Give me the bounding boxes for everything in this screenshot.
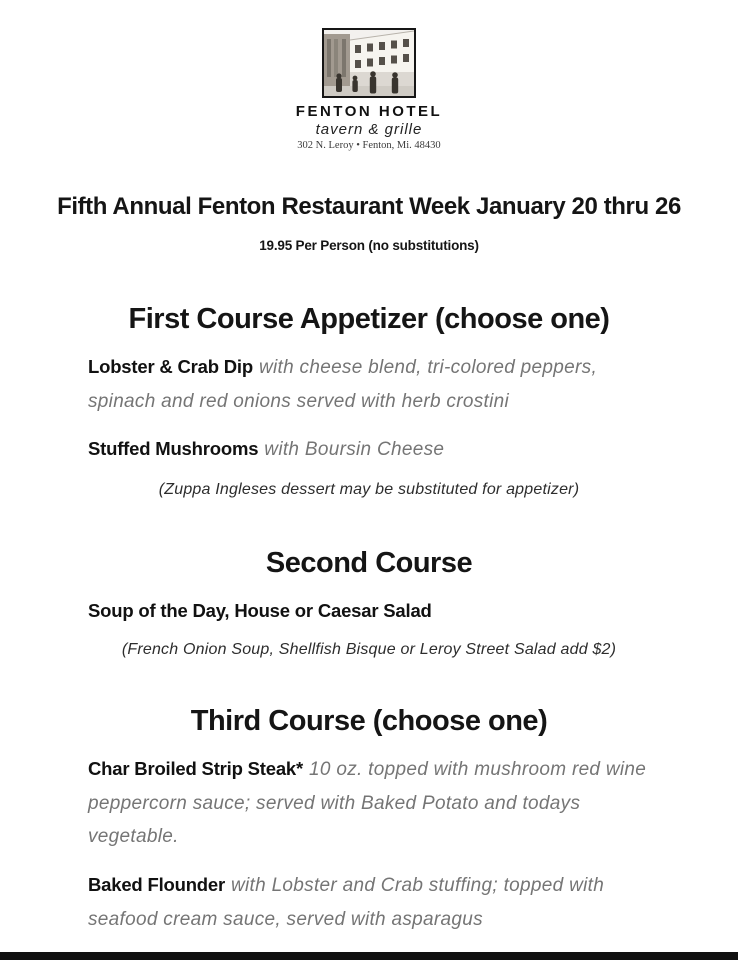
- course-section-third: [0, 705, 738, 936]
- item-description: 10 oz. topped with mushroom red wine peppercorn sauce; served with Baked Potato and todays vegetable.: [88, 758, 647, 848]
- hotel-building-photo: [322, 28, 416, 98]
- course-section-first: [0, 303, 738, 499]
- course-note: (French Onion Soup, Shellfish Bisque or Leroy Street Salad add $2): [121, 640, 617, 658]
- menu-item-soup-or-salad: [88, 595, 652, 627]
- course-heading: Second Course: [265, 547, 473, 580]
- price-note: 19.95 Per Person (no substitutions): [259, 238, 479, 253]
- hotel-logo: [0, 0, 738, 151]
- course-heading: First Course Appetizer (choose one): [128, 303, 610, 335]
- item-description: with Lobster and Crab stuffing; topped with seafood cream sauce, served with asparagus: [88, 874, 605, 930]
- bottom-black-bar: [0, 952, 738, 960]
- hotel-building-photo-art: [324, 30, 414, 96]
- item-name: Lobster & Crab Dip: [88, 356, 253, 377]
- hotel-name: FENTON HOTEL: [295, 103, 443, 120]
- menu-item-strip-steak: [88, 753, 652, 854]
- item-name: Char Broiled Strip Steak*: [88, 757, 304, 779]
- hotel-address: 302 N. Leroy • Fenton, Mi. 48430: [297, 140, 441, 151]
- item-name: Baked Flounder: [88, 873, 225, 895]
- menu-item-lobster-crab-dip: [88, 351, 652, 418]
- item-description: with Boursin Cheese: [264, 439, 445, 461]
- course-section-second: [0, 547, 738, 659]
- menu-item-baked-flounder: [88, 869, 652, 936]
- hotel-tagline: tavern & grille: [315, 121, 423, 138]
- restaurant-week-title: Fifth Annual Fenton Restaurant Week January 20 thru 26: [57, 193, 681, 220]
- course-note: (Zuppa Ingleses dessert may be substituted for appetizer): [158, 481, 580, 499]
- menu-item-stuffed-mushrooms: [88, 433, 652, 467]
- item-name: Stuffed Mushrooms: [88, 438, 259, 460]
- course-heading: Third Course (choose one): [190, 704, 548, 737]
- item-name: Soup of the Day, House or Caesar Salad: [88, 600, 432, 622]
- item-description: with cheese blend, tri-colored peppers, spinach and red onions served with herb crostini: [88, 357, 598, 412]
